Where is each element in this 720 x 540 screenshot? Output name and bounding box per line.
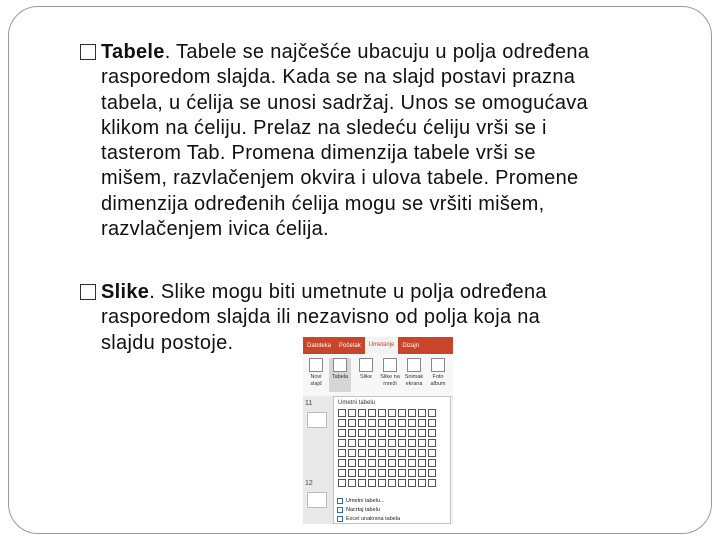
bullet-tables (80, 40, 680, 242)
bullet-term: Slike (101, 281, 150, 303)
table-grid-cell[interactable] (418, 429, 426, 437)
table-grid-cell[interactable] (418, 469, 426, 477)
table-grid-cell[interactable] (368, 479, 376, 487)
bullet-line: slajdu postoje. (101, 331, 234, 354)
picture-icon (359, 358, 373, 372)
table-grid-cell[interactable] (408, 469, 416, 477)
table-grid-cell[interactable] (348, 439, 356, 447)
table-grid-cell[interactable] (338, 419, 346, 427)
bullet-line: tabela, u ćelija se unosi sadržaj. Unos se omogućava (101, 91, 588, 114)
table-grid-cell[interactable] (398, 409, 406, 417)
table-grid-cell[interactable] (408, 429, 416, 437)
table-grid-cell[interactable] (428, 449, 436, 457)
ribbon-screenshot (303, 337, 453, 524)
table-grid-cell[interactable] (358, 439, 366, 447)
table-grid-cell[interactable] (348, 409, 356, 417)
table-grid-cell[interactable] (428, 429, 436, 437)
pictures-button[interactable]: Slike (355, 358, 377, 381)
table-grid-cell[interactable] (368, 469, 376, 477)
slide-thumbnail[interactable] (307, 412, 327, 428)
table-grid-cell[interactable] (418, 419, 426, 427)
bullet-line: tasterom Tab. Promena dimenzija tabele vrši se (101, 142, 536, 165)
bullet-line: rasporedom slajda ili nezavisno od polja koja na (101, 306, 541, 329)
table-grid-cell[interactable] (398, 429, 406, 437)
table-grid-cell[interactable] (358, 479, 366, 487)
table-grid-cell[interactable] (348, 429, 356, 437)
table-grid-cell[interactable] (408, 409, 416, 417)
table-grid-cell[interactable] (398, 479, 406, 487)
table-grid-cell[interactable] (398, 439, 406, 447)
table-grid-cell[interactable] (378, 439, 386, 447)
table-grid-cell[interactable] (408, 439, 416, 447)
table-grid-cell[interactable] (358, 419, 366, 427)
table-grid-cell[interactable] (358, 469, 366, 477)
menu-insert-table[interactable]: Umetni tabelu... (337, 498, 385, 504)
table-grid-cell[interactable] (358, 429, 366, 437)
online-pictures-button[interactable]: Slike na mreži (379, 358, 401, 388)
table-grid-cell[interactable] (398, 419, 406, 427)
slide-number: 12 (305, 480, 313, 487)
table-grid-cell[interactable] (368, 459, 376, 467)
bullet-line: Slike. Slike mogu biti umetnute u polja određena (101, 281, 547, 303)
dropdown-title: Umetni tabelu (338, 400, 376, 406)
table-size-grid[interactable] (338, 409, 436, 487)
table-grid-cell[interactable] (378, 479, 386, 487)
bullet-box-icon (80, 44, 96, 60)
table-grid-cell[interactable] (388, 479, 396, 487)
table-grid-cell[interactable] (348, 459, 356, 467)
tab-file[interactable]: Datoteka (307, 342, 332, 349)
slide-thumbnail[interactable] (307, 492, 327, 508)
new-slide-button[interactable]: Novi slajd (305, 358, 327, 388)
table-grid-cell[interactable] (428, 479, 436, 487)
bullet-line: dimenzija određenih ćelija mogu se vršiti mišem, (101, 192, 545, 215)
table-grid-cell[interactable] (388, 409, 396, 417)
table-grid-cell[interactable] (358, 449, 366, 457)
bullet-line: klikom na ćeliju. Prelaz na sledeću ćeliju vrši se i (101, 116, 547, 139)
tab-design[interactable]: Dizajn (402, 342, 420, 349)
ribbon-toolbar (303, 354, 453, 397)
table-grid-cell[interactable] (428, 439, 436, 447)
table-grid-cell[interactable] (398, 459, 406, 467)
table-grid-cell[interactable] (368, 439, 376, 447)
table-grid-cell[interactable] (418, 479, 426, 487)
table-grid-cell[interactable] (418, 459, 426, 467)
table-grid-cell[interactable] (368, 449, 376, 457)
table-grid-cell[interactable] (418, 439, 426, 447)
table-grid-cell[interactable] (348, 419, 356, 427)
table-grid-cell[interactable] (378, 429, 386, 437)
tab-home[interactable]: Početak (339, 342, 361, 349)
table-grid-cell[interactable] (348, 449, 356, 457)
table-grid-cell[interactable] (348, 479, 356, 487)
table-grid-cell[interactable] (388, 459, 396, 467)
table-icon (333, 358, 347, 372)
tab-insert[interactable]: Umetanje (365, 337, 399, 354)
table-grid-cell[interactable] (378, 419, 386, 427)
table-grid-cell[interactable] (338, 439, 346, 447)
table-grid-cell[interactable] (398, 449, 406, 457)
table-grid-cell[interactable] (348, 469, 356, 477)
table-grid-cell[interactable] (388, 429, 396, 437)
menu-draw-table[interactable]: Nacrtaj tabelu (337, 507, 380, 513)
table-grid-cell[interactable] (338, 429, 346, 437)
table-grid-cell[interactable] (388, 419, 396, 427)
table-grid-cell[interactable] (358, 409, 366, 417)
table-grid-cell[interactable] (378, 469, 386, 477)
table-grid-cell[interactable] (408, 449, 416, 457)
insert-table-dropdown (333, 396, 451, 524)
menu-excel-table[interactable]: Excel unakrsna tabela (337, 516, 400, 522)
bullet-line: razvlačenjem ivica ćelija. (101, 218, 329, 241)
table-grid-cell[interactable] (338, 459, 346, 467)
table-icon (337, 498, 343, 504)
bullet-line: Tabele. Tabele se najčešće ubacuju u polja određena (101, 41, 590, 63)
table-grid-cell[interactable] (338, 449, 346, 457)
table-grid-cell[interactable] (418, 409, 426, 417)
table-grid-cell[interactable] (408, 419, 416, 427)
table-grid-cell[interactable] (428, 459, 436, 467)
table-grid-cell[interactable] (368, 409, 376, 417)
table-grid-cell[interactable] (388, 439, 396, 447)
table-grid-cell[interactable] (428, 409, 436, 417)
table-grid-cell[interactable] (378, 449, 386, 457)
table-grid-cell[interactable] (378, 409, 386, 417)
pencil-icon (337, 507, 343, 513)
slide-icon (309, 358, 323, 372)
online-picture-icon (383, 358, 397, 372)
table-grid-cell[interactable] (408, 459, 416, 467)
table-grid-cell[interactable] (338, 469, 346, 477)
ribbon-tabs (303, 337, 453, 354)
table-grid-cell[interactable] (368, 429, 376, 437)
bullet-line: mišem, razvlačenjem okvira i ulova tabele. Promene (101, 167, 579, 190)
table-grid-cell[interactable] (368, 419, 376, 427)
bullet-box-icon (80, 284, 96, 300)
table-button[interactable]: Tabela (329, 358, 351, 392)
table-grid-cell[interactable] (378, 459, 386, 467)
album-icon (431, 358, 445, 372)
table-grid-cell[interactable] (418, 449, 426, 457)
table-grid-cell[interactable] (388, 449, 396, 457)
camera-icon (407, 358, 421, 372)
table-grid-cell[interactable] (338, 409, 346, 417)
table-grid-cell[interactable] (428, 469, 436, 477)
table-grid-cell[interactable] (388, 469, 396, 477)
excel-icon (337, 516, 343, 522)
table-grid-cell[interactable] (358, 459, 366, 467)
slide-thumbnails (303, 396, 333, 524)
bullet-term: Tabele (101, 41, 165, 63)
bullet-line: rasporedom slajda. Kada se na slajd postavi prazna (101, 66, 576, 89)
table-grid-cell[interactable] (398, 469, 406, 477)
table-grid-cell[interactable] (408, 479, 416, 487)
table-grid-cell[interactable] (428, 419, 436, 427)
photo-album-button[interactable]: Foto album (427, 358, 449, 388)
slide-number: 11 (305, 400, 313, 407)
screenshot-button[interactable]: Snimak ekrana (403, 358, 425, 388)
table-grid-cell[interactable] (338, 479, 346, 487)
